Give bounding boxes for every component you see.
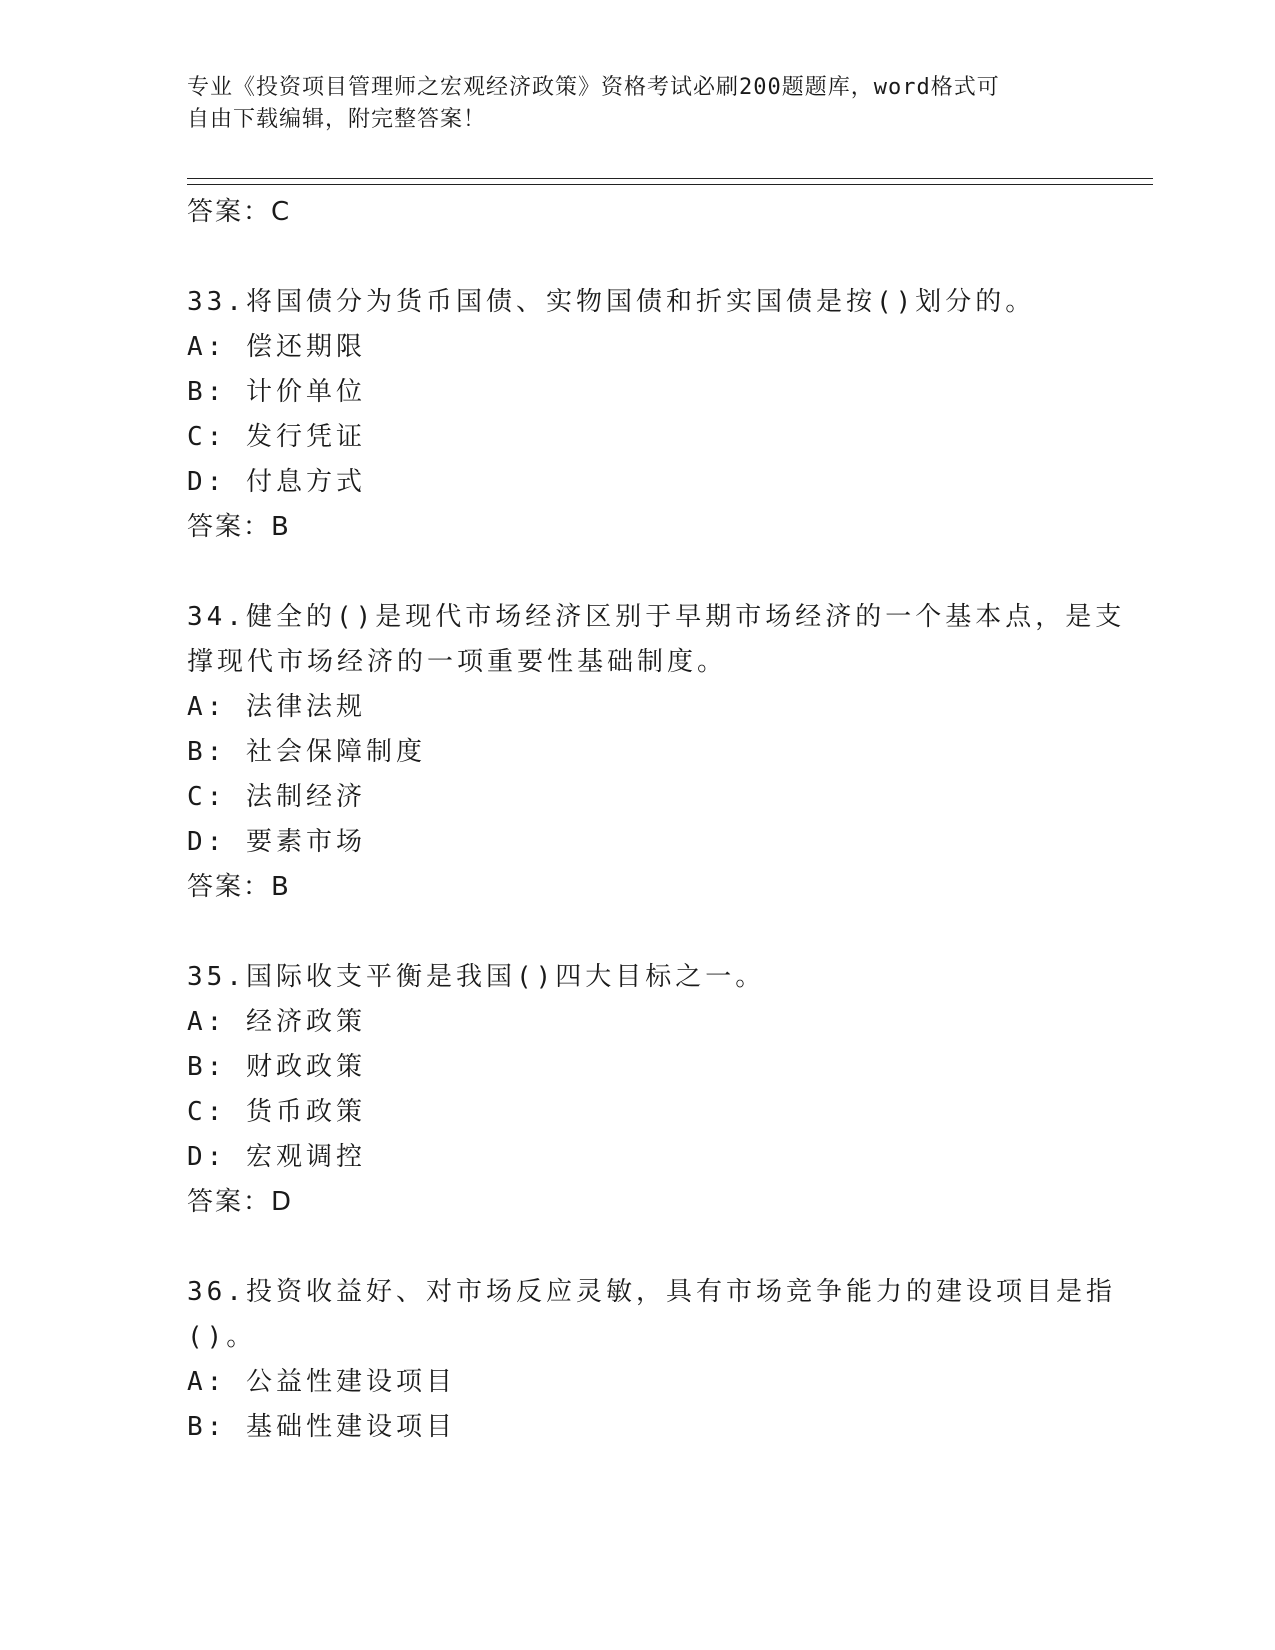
header-divider-top [187,178,1153,179]
question-stem: 33.将国债分为货币国债、实物国债和折实国债是按()划分的。 [187,287,1036,317]
option-c: C: 法制经济 [187,782,366,812]
question-stem-line-1: 34.健全的()是现代市场经济区别于早期市场经济的一个基本点，是支 [187,602,1126,632]
header-line-1: 专业《投资项目管理师之宏观经济政策》资格考试必刷200题题库，word格式可 [187,75,1000,100]
option-b: B: 社会保障制度 [187,737,426,767]
option-a: A: 公益性建设项目 [187,1367,456,1397]
option-c: C: 货币政策 [187,1097,366,1127]
question-stem: 35.国际收支平衡是我国()四大目标之一。 [187,962,766,992]
option-a: A: 偿还期限 [187,332,366,362]
answer-line: 答案：B [187,512,291,542]
option-d: D: 付息方式 [187,467,366,497]
option-a: A: 法律法规 [187,692,366,722]
option-b: B: 基础性建设项目 [187,1412,456,1442]
previous-answer: 答案：C [187,197,292,227]
option-d: D: 宏观调控 [187,1142,366,1172]
document-header [187,72,1067,136]
answer-line: 答案：B [187,872,291,902]
option-d: D: 要素市场 [187,827,366,857]
question-stem-line-2: 撑现代市场经济的一项重要性基础制度。 [187,647,728,677]
question-stem-line-2: ()。 [187,1322,257,1352]
question-36 [187,1270,1116,1450]
question-list [187,190,1126,1450]
question-stem-line-1: 36.投资收益好、对市场反应灵敏，具有市场竞争能力的建设项目是指 [187,1277,1116,1307]
option-c: C: 发行凭证 [187,422,366,452]
question-35 [187,955,1087,1225]
header-divider-bottom [187,184,1153,185]
question-34 [187,595,1126,910]
option-b: B: 财政政策 [187,1052,366,1082]
option-a: A: 经济政策 [187,1007,366,1037]
question-33 [187,280,1087,550]
option-b: B: 计价单位 [187,377,366,407]
answer-line: 答案：D [187,1187,294,1217]
header-line-2: 自由下载编辑，附完整答案！ [187,107,487,132]
